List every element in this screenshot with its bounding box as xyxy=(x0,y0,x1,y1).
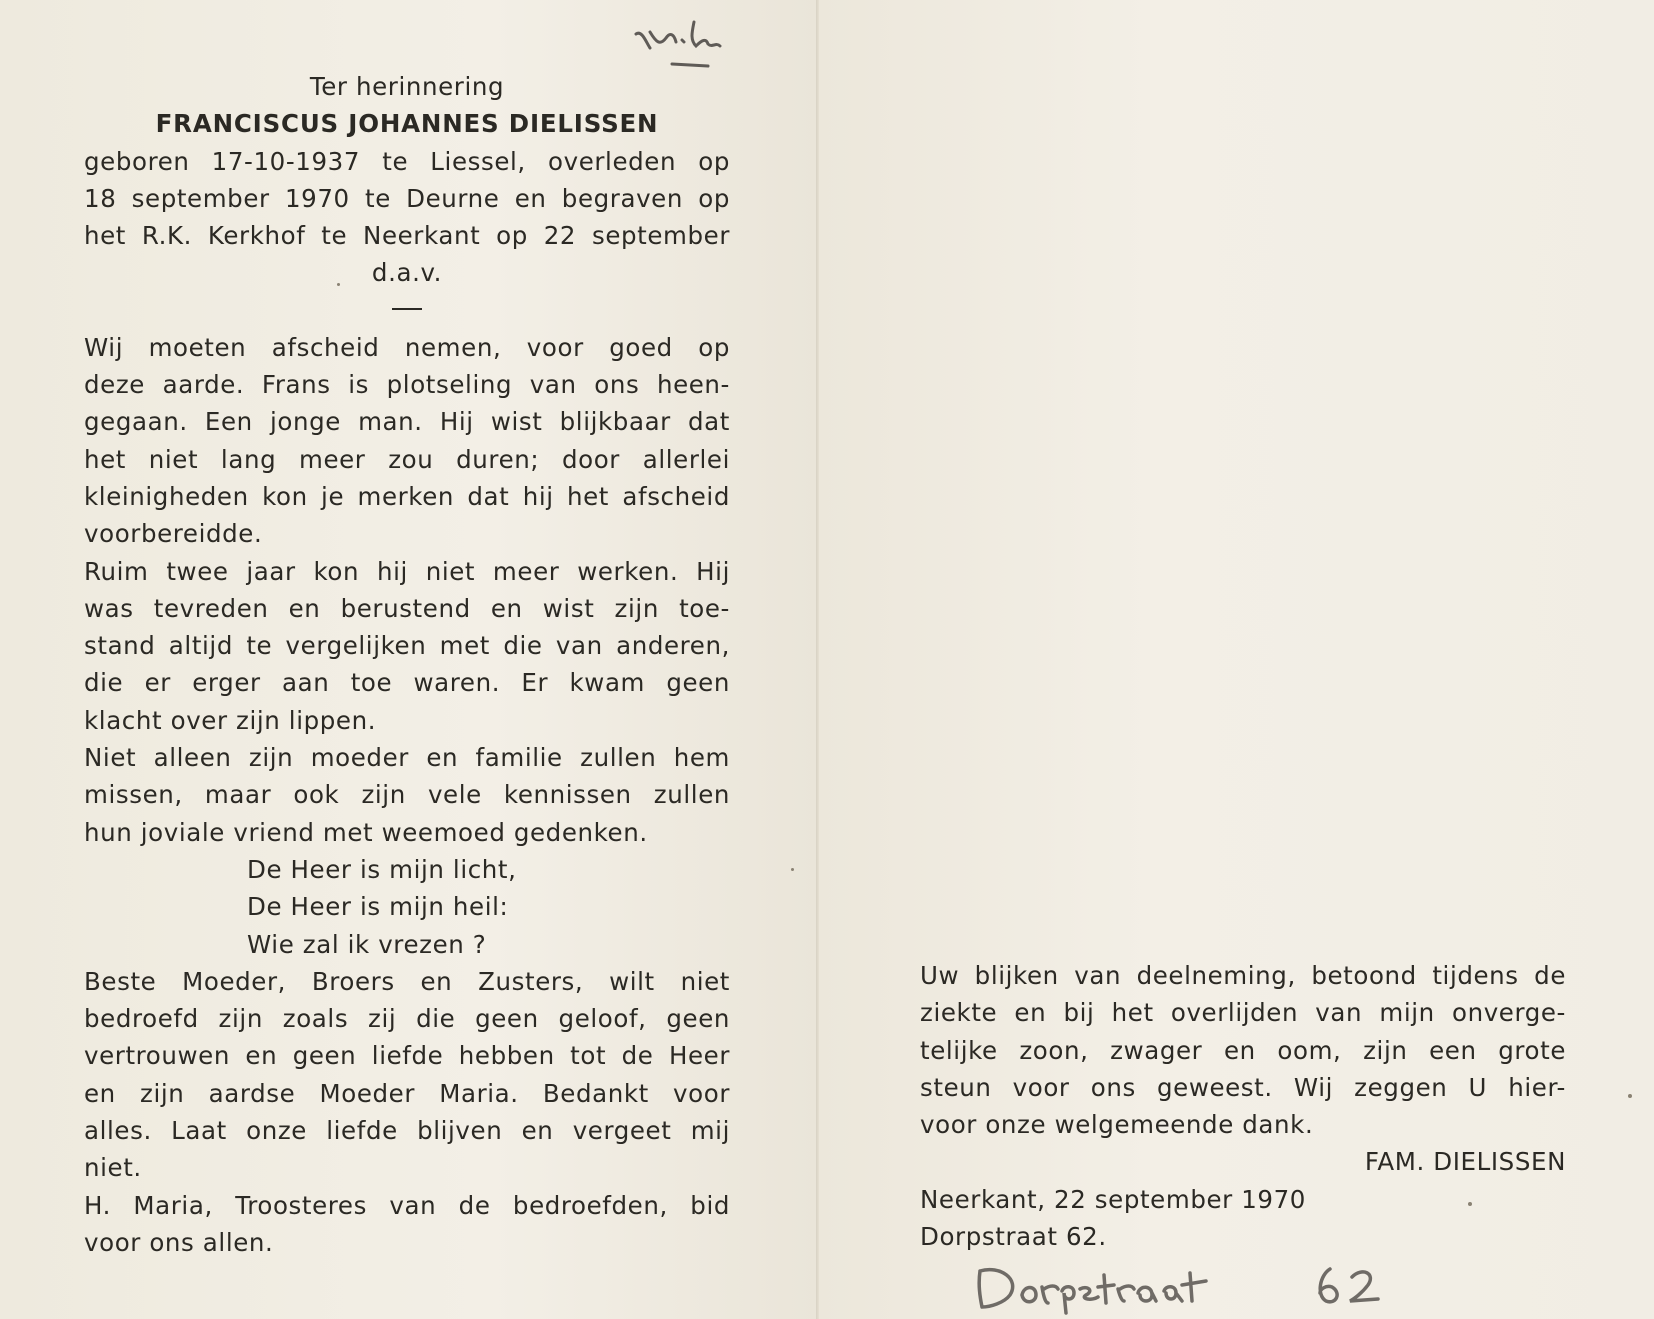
prayer-line: H. Maria, Troosteres van de bedroefden, bid xyxy=(84,1190,730,1220)
handwritten-note-top xyxy=(630,12,750,72)
paragraph-end: hun joviale vriend met weemoed gedenken. xyxy=(84,817,648,847)
paragraph-line: alles. Laat onze liefde blijven en vergeet mij xyxy=(84,1116,730,1146)
intro-end: d.a.v. xyxy=(371,258,443,288)
prayer-end: voor ons allen. xyxy=(84,1227,274,1257)
thanks-line: ziekte en bij het overlijden van mijn onverge- xyxy=(920,998,1566,1028)
handwritten-note-bottom xyxy=(970,1255,1450,1315)
intro-line: geboren 17-10-1937 te Liessel, overleden op xyxy=(84,146,730,176)
paragraph-line: gegaan. Een jonge man. Hij wist blijkbaar dat xyxy=(84,407,730,437)
paragraph-line: was tevreden en berustend en wist zijn toe- xyxy=(84,593,730,623)
paragraph-end: voorbereidde. xyxy=(84,519,263,549)
divider xyxy=(84,292,730,329)
paragraph-line: het niet lang meer zou duren; door allerlei xyxy=(84,444,730,474)
thanks-line: steun voor ons geweest. Wij zeggen U hier- xyxy=(920,1072,1566,1102)
paragraph-line: Niet alleen zijn moeder en familie zullen hem xyxy=(84,743,730,773)
paragraph-line: missen, maar ook zijn vele kennissen zullen xyxy=(84,780,730,810)
thanks-text xyxy=(920,957,1566,1255)
thanks-end: voor onze welgemeende dank. xyxy=(920,1110,1314,1140)
verse-line: Wie zal ik vrezen ? xyxy=(247,929,487,959)
paragraph-line: deze aarde. Frans is plotseling van ons heen- xyxy=(84,370,730,400)
address: Dorpstraat 62. xyxy=(920,1222,1107,1252)
intro-line: 18 september 1970 te Deurne en begraven op xyxy=(84,183,730,213)
card-fold xyxy=(816,0,819,1319)
paragraph-line: en zijn aardse Moeder Maria. Bedankt voor xyxy=(84,1078,730,1108)
paragraph-line: bedroefd zijn zoals zij die geen geloof, geen xyxy=(84,1004,730,1034)
paper-speck xyxy=(1628,1094,1632,1098)
verse-line: De Heer is mijn heil: xyxy=(247,892,509,922)
family-signature: FAM. DIELISSEN xyxy=(1364,1147,1566,1177)
paragraph-line: Ruim twee jaar kon hij niet meer werken. Hij xyxy=(84,556,730,586)
paper-speck xyxy=(337,283,340,286)
paragraph-line: Wij moeten afscheid nemen, voor goed op xyxy=(84,332,730,362)
heading: Ter herinnering xyxy=(309,72,505,101)
paragraph-line: Beste Moeder, Broers en Zusters, wilt niet xyxy=(84,966,730,996)
intro-line: het R.K. Kerkhof te Neerkant op 22 september xyxy=(84,221,730,251)
memorial-text xyxy=(84,68,730,1261)
deceased-name: FRANCISCUS JOHANNES DIELISSEN xyxy=(155,109,659,139)
thanks-line: Uw blijken van deelneming, betoond tijdens de xyxy=(920,961,1566,990)
paper-speck xyxy=(1468,1202,1472,1206)
paragraph-line: stand altijd te vergelijken met die van anderen, xyxy=(84,631,730,661)
place-date: Neerkant, 22 september 1970 xyxy=(920,1184,1306,1214)
paragraph-line: kleinigheden kon je merken dat hij het afscheid xyxy=(84,481,730,511)
verse-line: De Heer is mijn licht, xyxy=(247,854,517,884)
paragraph-line: vertrouwen en geen liefde hebben tot de Heer xyxy=(84,1041,730,1071)
thanks-line: telijke zoon, zwager en oom, zijn een grote xyxy=(920,1035,1566,1065)
paragraph-line: die er erger aan toe waren. Er kwam geen xyxy=(84,668,730,698)
paragraph-end: klacht over zijn lippen. xyxy=(84,705,377,735)
paper-speck xyxy=(791,868,794,871)
paragraph-end: niet. xyxy=(84,1153,142,1183)
